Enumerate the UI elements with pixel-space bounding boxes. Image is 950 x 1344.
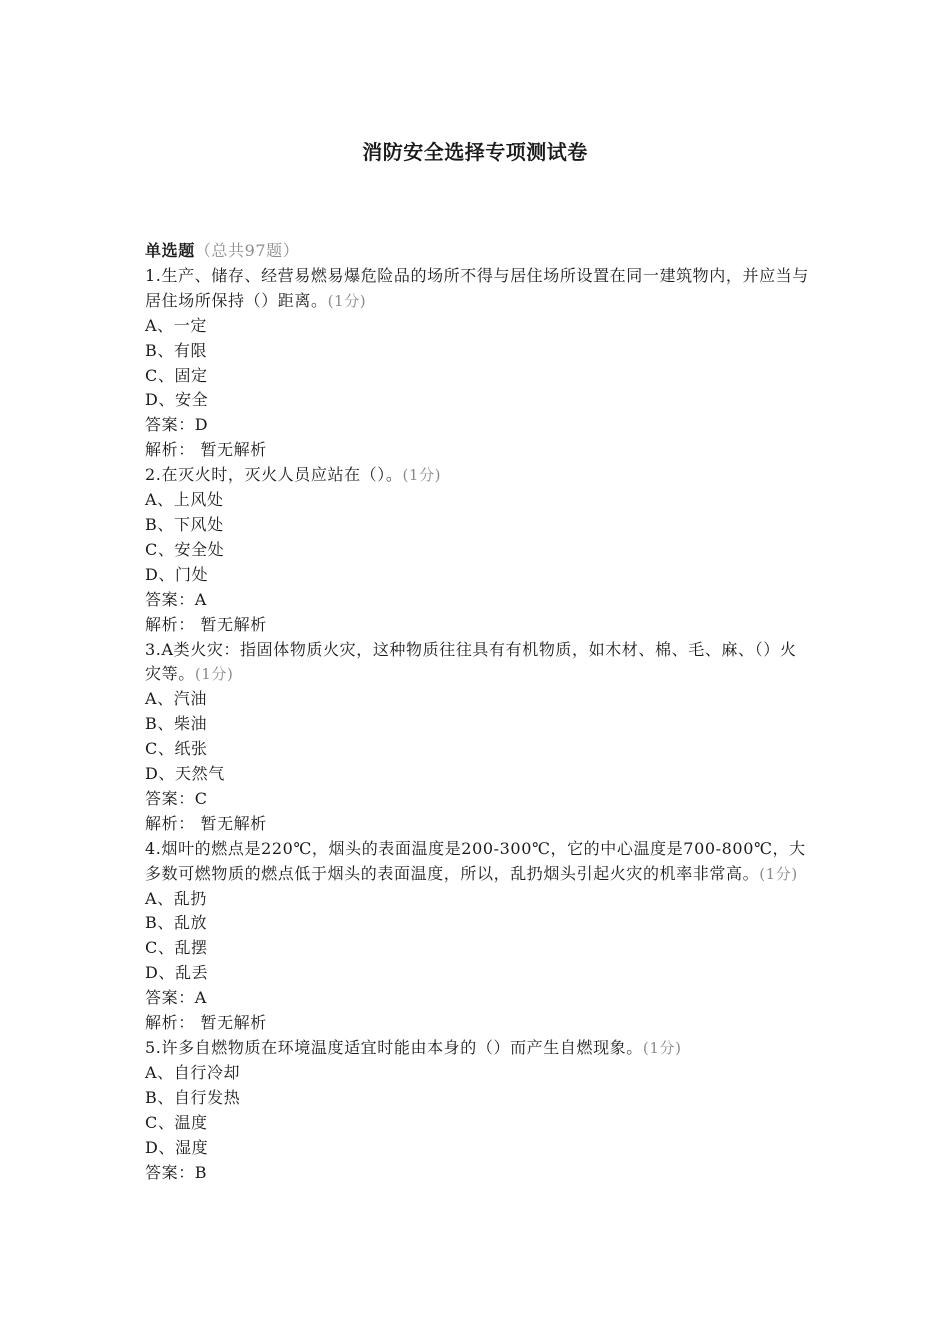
question-item (145, 1036, 810, 1185)
question-stem (145, 463, 810, 488)
option-d: D、安全 (145, 390, 209, 410)
option-b: B、下风处 (145, 514, 224, 534)
option-c: C、固定 (145, 365, 208, 385)
option-c: C、乱摆 (145, 938, 208, 958)
option-c: C、安全处 (145, 539, 225, 559)
question-list (145, 239, 810, 1185)
option-d: D、乱丢 (145, 963, 209, 983)
option-b: B、自行发热 (145, 1087, 241, 1107)
analysis-line: 解析： 暂无解析 (145, 614, 267, 634)
option-d: D、门处 (145, 564, 209, 584)
question-points: (1分) (327, 291, 367, 310)
analysis-line: 解析： 暂无解析 (145, 813, 267, 833)
answer-line: 答案：A (145, 988, 207, 1008)
question-text: 5.许多自燃物质在环境温度适宜时能由本身的（）而产生自燃现象。 (145, 1038, 643, 1057)
question-item (145, 264, 810, 463)
option-a: A、一定 (145, 315, 207, 335)
question-text: 2.在灭火时，灭火人员应站在（）。 (145, 465, 403, 485)
option-a: A、上风处 (145, 490, 224, 510)
answer-line: 答案：D (145, 415, 209, 435)
question-points: (1分) (402, 466, 442, 485)
answer-line: 答案：B (145, 1162, 208, 1182)
option-c: C、纸张 (145, 739, 208, 759)
option-a: A、乱扔 (145, 888, 207, 908)
question-text: 3.A类火灾：指固体物质火灾，这种物质往往具有有机物质，如木材、棉、毛、麻、（）火灾等。 (145, 639, 797, 684)
option-d: D、湿度 (145, 1137, 209, 1157)
question-points: (1分) (759, 864, 798, 883)
document-title: 消防安全选择专项测试卷 (362, 140, 588, 164)
question-points: (1分) (642, 1039, 682, 1057)
question-text: 1.生产、储存、经营易燃易爆危险品的场所不得与居住场所设置在同一建筑物内，并应当与居住场所保持（）距离。 (145, 265, 809, 310)
question-stem (145, 264, 810, 314)
question-item (145, 837, 810, 1036)
option-d: D、天然气 (145, 764, 225, 784)
answer-line: 答案：A (145, 589, 207, 609)
option-a: A、汽油 (145, 689, 207, 709)
analysis-line: 解析： 暂无解析 (145, 440, 267, 460)
question-stem (145, 1036, 810, 1061)
option-c: C、温度 (145, 1112, 208, 1132)
question-stem (145, 837, 810, 887)
section-title: 单选题 (145, 241, 195, 260)
option-b: B、乱放 (145, 913, 208, 933)
question-stem (145, 638, 810, 688)
option-b: B、有限 (145, 340, 208, 360)
section-count: （总共97题） (194, 241, 300, 260)
option-a: A、自行冷却 (145, 1062, 241, 1082)
analysis-line: 解析： 暂无解析 (145, 1013, 267, 1033)
question-text: 4.烟叶的燃点是220℃，烟头的表面温度是200-300℃，它的中心温度是700-800℃，大多数可燃物质的燃点低于烟头的表面温度，所以，乱扔烟头引起火灾的机率非常高。 (145, 838, 806, 883)
question-item (145, 638, 810, 837)
question-points: (1分) (194, 665, 234, 684)
answer-line: 答案：C (145, 788, 208, 808)
question-item (145, 463, 810, 637)
section-heading (145, 239, 810, 264)
option-b: B、柴油 (145, 714, 208, 734)
